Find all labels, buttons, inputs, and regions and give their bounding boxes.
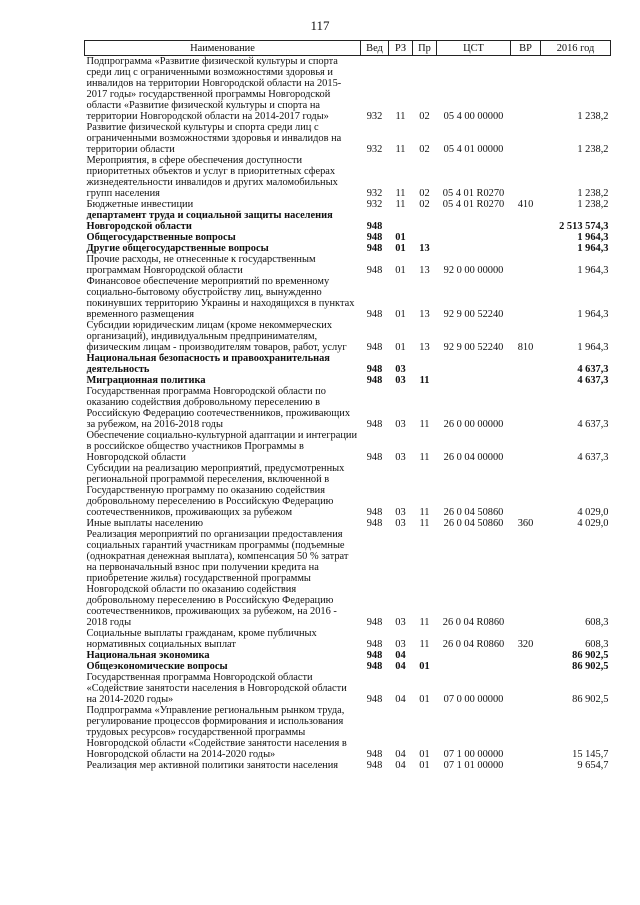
cell-ved: 948	[366, 232, 383, 243]
cell-vr: 810	[517, 342, 534, 353]
cell-rz: 03	[395, 452, 406, 463]
cell-name: Национальная безопасность и правоохранительная деятельность	[86, 353, 330, 375]
table-row	[85, 320, 611, 353]
cell-rz: 01	[395, 232, 406, 243]
cell-ved: 932	[366, 199, 383, 210]
cell-ved: 948	[366, 265, 383, 276]
cell-sum: 608,3	[585, 639, 609, 650]
cell-cst: 05 4 01 R0270	[442, 199, 505, 210]
header-year: 2016 год	[541, 41, 611, 56]
cell-name: Бюджетные инвестиции	[86, 199, 194, 210]
cell-name: Общеэкономические вопросы	[86, 661, 228, 672]
cell-rz: 04	[395, 661, 406, 672]
cell-vr: 320	[517, 639, 534, 650]
table-row	[85, 518, 611, 529]
cell-name: Реализация мероприятий по организации предоставления социальных гарантий участникам программы (подъемные (однократная денежная выплата), компенсация 50 % затрат на первоначальный взнос при получении кредита на приобретение жилья) государственной программы Новгородской области по оказанию содействия добровольному переселению в Российскую Федерацию соотечественников, проживающих за рубежом, на 2016 - 2018 годы	[86, 529, 349, 628]
cell-sum: 86 902,5	[572, 694, 609, 705]
cell-pr	[413, 210, 437, 232]
cell-name: Социальные выплаты гражданам, кроме публичных нормативных социальных выплат	[86, 628, 317, 650]
cell-sum: 1 964,3	[577, 342, 609, 353]
cell-cst	[437, 232, 511, 243]
table-row	[85, 463, 611, 518]
cell-vr: 360	[517, 518, 534, 529]
cell-pr: 02	[419, 111, 430, 122]
cell-name: Подпрограмма «Развитие физической культуры и спорта среди лиц с ограниченными возможностями здоровья и инвалидов на территории Новгородской области на 2015-2017 годы» государственной программы Новгородской области «Развитие физической культуры и спорта на территории Новгородской области на 2014-2017 годы»	[86, 56, 342, 122]
cell-vr	[511, 661, 541, 672]
cell-name: Субсидии на реализацию мероприятий, предусмотренных региональной программой переселения, включенной в Государственную программу по оказанию содействия добровольному переселению в Российскую Федерацию соотечественников, проживающих за рубежом	[86, 463, 345, 518]
cell-vr	[511, 155, 541, 199]
cell-cst	[437, 243, 511, 254]
cell-sum: 1 238,2	[577, 144, 609, 155]
cell-cst: 05 4 01 00000	[443, 144, 504, 155]
cell-rz: 04	[395, 694, 406, 705]
cell-sum: 4 637,3	[577, 364, 609, 375]
cell-ved: 948	[366, 650, 383, 661]
cell-ved: 932	[366, 188, 383, 199]
page-number: 117	[310, 18, 330, 33]
cell-rz: 04	[395, 760, 406, 771]
cell-name: Другие общегосударственные вопросы	[86, 243, 269, 254]
cell-vr	[511, 232, 541, 243]
cell-ved: 948	[366, 749, 383, 760]
budget-table	[84, 40, 611, 771]
table-row	[85, 122, 611, 155]
cell-cst: 05 4 00 00000	[443, 111, 504, 122]
cell-sum: 1 964,3	[577, 232, 609, 243]
cell-rz: 03	[395, 507, 406, 518]
cell-vr	[511, 672, 541, 705]
cell-ved: 948	[366, 661, 383, 672]
cell-ved: 948	[366, 221, 383, 232]
cell-name: Подпрограмма «Управление региональным рынком труда, регулирование процессов формирования и использования трудовых ресурсов» государственной программы Новгородской области «Содействие занятости населения в Новгородской области на 2014-2020 годы»	[86, 705, 347, 760]
cell-pr: 01	[419, 661, 430, 672]
cell-pr: 01	[419, 694, 430, 705]
cell-ved: 948	[366, 507, 383, 518]
cell-vr	[511, 243, 541, 254]
cell-vr	[511, 529, 541, 628]
table-row	[85, 760, 611, 771]
cell-sum: 1 238,2	[577, 188, 609, 199]
header-pr: Пр	[413, 41, 437, 56]
cell-rz: 03	[395, 639, 406, 650]
cell-name: Национальная экономика	[86, 650, 210, 661]
cell-vr	[511, 386, 541, 430]
cell-name: Мероприятия, в сфере обеспечения доступности приоритетных объектов и услуг в приоритетных сферах жизнедеятельности инвалидов и других маломобильных групп населения	[86, 155, 338, 199]
cell-ved: 948	[366, 617, 383, 628]
cell-cst	[437, 353, 511, 375]
cell-rz: 03	[395, 617, 406, 628]
cell-vr	[511, 760, 541, 771]
cell-vr	[511, 276, 541, 320]
header-name: Наименование	[85, 41, 361, 56]
cell-name: Государственная программа Новгородской области по оказанию содействия добровольному переселению в Российскую Федерацию соотечественников, проживающих за рубежом, на 2016-2018 годы	[86, 386, 351, 430]
cell-sum: 86 902,5	[572, 650, 609, 661]
cell-cst: 92 0 00 00000	[443, 265, 504, 276]
cell-rz: 04	[395, 749, 406, 760]
cell-name: департамент труда и социальной защиты населения Новгородской области	[86, 210, 333, 232]
cell-rz: 11	[395, 188, 406, 199]
table-row	[85, 155, 611, 199]
cell-cst: 92 9 00 52240	[443, 342, 504, 353]
cell-sum: 86 902,5	[572, 661, 609, 672]
cell-cst: 26 0 04 00000	[443, 452, 504, 463]
cell-cst: 26 0 04 50860	[443, 518, 504, 529]
cell-name: Иные выплаты населению	[86, 518, 204, 529]
cell-cst	[437, 210, 511, 232]
cell-pr	[413, 650, 437, 661]
table-row	[85, 254, 611, 276]
cell-rz: 01	[395, 243, 406, 254]
cell-sum: 9 654,7	[577, 760, 609, 771]
cell-rz	[389, 210, 413, 232]
cell-rz: 03	[395, 518, 406, 529]
cell-pr: 01	[419, 749, 430, 760]
cell-cst	[437, 650, 511, 661]
table-row	[85, 628, 611, 650]
cell-rz: 03	[395, 419, 406, 430]
cell-ved: 932	[366, 111, 383, 122]
cell-name: Миграционная политика	[86, 375, 206, 386]
cell-name: Государственная программа Новгородской области «Содействие занятости населения в Новгородской области на 2014-2020 годы»	[86, 672, 347, 705]
cell-ved: 948	[366, 419, 383, 430]
cell-pr	[413, 353, 437, 375]
cell-rz: 04	[395, 650, 406, 661]
table-row	[85, 529, 611, 628]
table-row	[85, 353, 611, 375]
cell-cst: 26 0 04 R0860	[442, 639, 505, 650]
cell-cst: 07 1 01 00000	[443, 760, 504, 771]
cell-pr: 13	[419, 243, 430, 254]
cell-pr	[413, 232, 437, 243]
table-row	[85, 199, 611, 210]
cell-pr: 11	[419, 617, 430, 628]
cell-sum: 1 964,3	[577, 309, 609, 320]
cell-sum: 4 029,0	[577, 518, 609, 529]
cell-sum: 1 238,2	[577, 111, 609, 122]
cell-cst: 05 4 01 R0270	[442, 188, 505, 199]
cell-sum: 1 238,2	[577, 199, 609, 210]
cell-ved: 932	[366, 144, 383, 155]
cell-cst: 92 9 00 52240	[443, 309, 504, 320]
cell-pr: 11	[419, 518, 430, 529]
cell-rz: 03	[395, 375, 406, 386]
cell-ved: 948	[366, 518, 383, 529]
cell-vr: 410	[517, 199, 534, 210]
table-row	[85, 650, 611, 661]
table-row	[85, 243, 611, 254]
table-row	[85, 672, 611, 705]
cell-vr	[511, 650, 541, 661]
cell-name: Обеспечение социально-культурной адаптации и интеграции в российское общество участников Программы в Новгородской области	[86, 430, 358, 463]
cell-pr: 13	[419, 309, 430, 320]
table-row	[85, 276, 611, 320]
cell-cst: 07 1 00 00000	[443, 749, 504, 760]
cell-vr	[511, 705, 541, 760]
cell-ved: 948	[366, 243, 383, 254]
cell-cst: 07 0 00 00000	[443, 694, 504, 705]
cell-name: Развитие физической культуры и спорта среди лиц с ограниченными возможностями здоровья и инвалидов на территории области	[86, 122, 342, 155]
cell-rz: 03	[395, 364, 406, 375]
header-ved: Вед	[361, 41, 389, 56]
cell-rz: 01	[395, 342, 406, 353]
header-vr: ВР	[511, 41, 541, 56]
cell-pr: 11	[419, 639, 430, 650]
cell-sum: 4 029,0	[577, 507, 609, 518]
cell-rz: 01	[395, 309, 406, 320]
cell-cst	[437, 375, 511, 386]
cell-vr	[511, 430, 541, 463]
cell-ved: 948	[366, 309, 383, 320]
cell-cst: 26 0 04 50860	[443, 507, 504, 518]
cell-sum: 4 637,3	[577, 419, 609, 430]
cell-rz: 01	[395, 265, 406, 276]
cell-pr: 01	[419, 760, 430, 771]
cell-pr: 02	[419, 188, 430, 199]
cell-vr	[511, 375, 541, 386]
cell-cst: 26 0 04 R0860	[442, 617, 505, 628]
cell-sum: 1 964,3	[577, 265, 609, 276]
cell-pr: 13	[419, 342, 430, 353]
table-row	[85, 661, 611, 672]
table-header	[85, 41, 611, 56]
header-rz: РЗ	[389, 41, 413, 56]
cell-name: Финансовое обеспечение мероприятий по временному социально-бытовому обустройству лиц, вынужденно покинувших территорию Украины и находящихся в пунктах временного размещения	[86, 276, 355, 320]
cell-ved: 948	[366, 375, 383, 386]
table-row	[85, 375, 611, 386]
table-row	[85, 430, 611, 463]
cell-sum: 2 513 574,3	[559, 221, 609, 232]
cell-ved: 948	[366, 452, 383, 463]
table-row	[85, 386, 611, 430]
cell-pr: 11	[419, 452, 430, 463]
cell-name: Субсидии юридическим лицам (кроме некоммерческих организаций), индивидуальным предпринимателям, физическим лицам - производителям товаров, работ, услуг	[86, 320, 347, 353]
cell-vr	[511, 210, 541, 232]
cell-name: Прочие расходы, не отнесенные к государственным программам Новгородской области	[86, 254, 316, 276]
cell-rz: 11	[395, 199, 406, 210]
cell-pr: 11	[419, 375, 430, 386]
header-cst: ЦСТ	[437, 41, 511, 56]
cell-vr	[511, 463, 541, 518]
cell-vr	[511, 122, 541, 155]
cell-pr: 02	[419, 144, 430, 155]
cell-ved: 948	[366, 364, 383, 375]
cell-sum: 4 637,3	[577, 375, 609, 386]
table-row	[85, 210, 611, 232]
cell-cst	[437, 661, 511, 672]
cell-pr: 11	[419, 419, 430, 430]
cell-ved: 948	[366, 760, 383, 771]
table-body	[85, 56, 611, 772]
cell-rz: 11	[395, 144, 406, 155]
cell-name: Общегосударственные вопросы	[86, 232, 236, 243]
cell-sum: 608,3	[585, 617, 609, 628]
cell-vr	[511, 353, 541, 375]
cell-ved: 948	[366, 694, 383, 705]
cell-ved: 948	[366, 639, 383, 650]
cell-sum: 1 964,3	[577, 243, 609, 254]
cell-ved: 948	[366, 342, 383, 353]
cell-sum: 4 637,3	[577, 452, 609, 463]
cell-vr	[511, 56, 541, 123]
table-row	[85, 56, 611, 123]
table-row	[85, 232, 611, 243]
cell-name: Реализация мер активной политики занятости населения	[86, 760, 339, 771]
table-row	[85, 705, 611, 760]
cell-pr: 02	[419, 199, 430, 210]
cell-rz: 11	[395, 111, 406, 122]
cell-cst: 26 0 00 00000	[443, 419, 504, 430]
cell-vr	[511, 254, 541, 276]
cell-pr: 11	[419, 507, 430, 518]
cell-pr: 13	[419, 265, 430, 276]
cell-sum: 15 145,7	[572, 749, 609, 760]
